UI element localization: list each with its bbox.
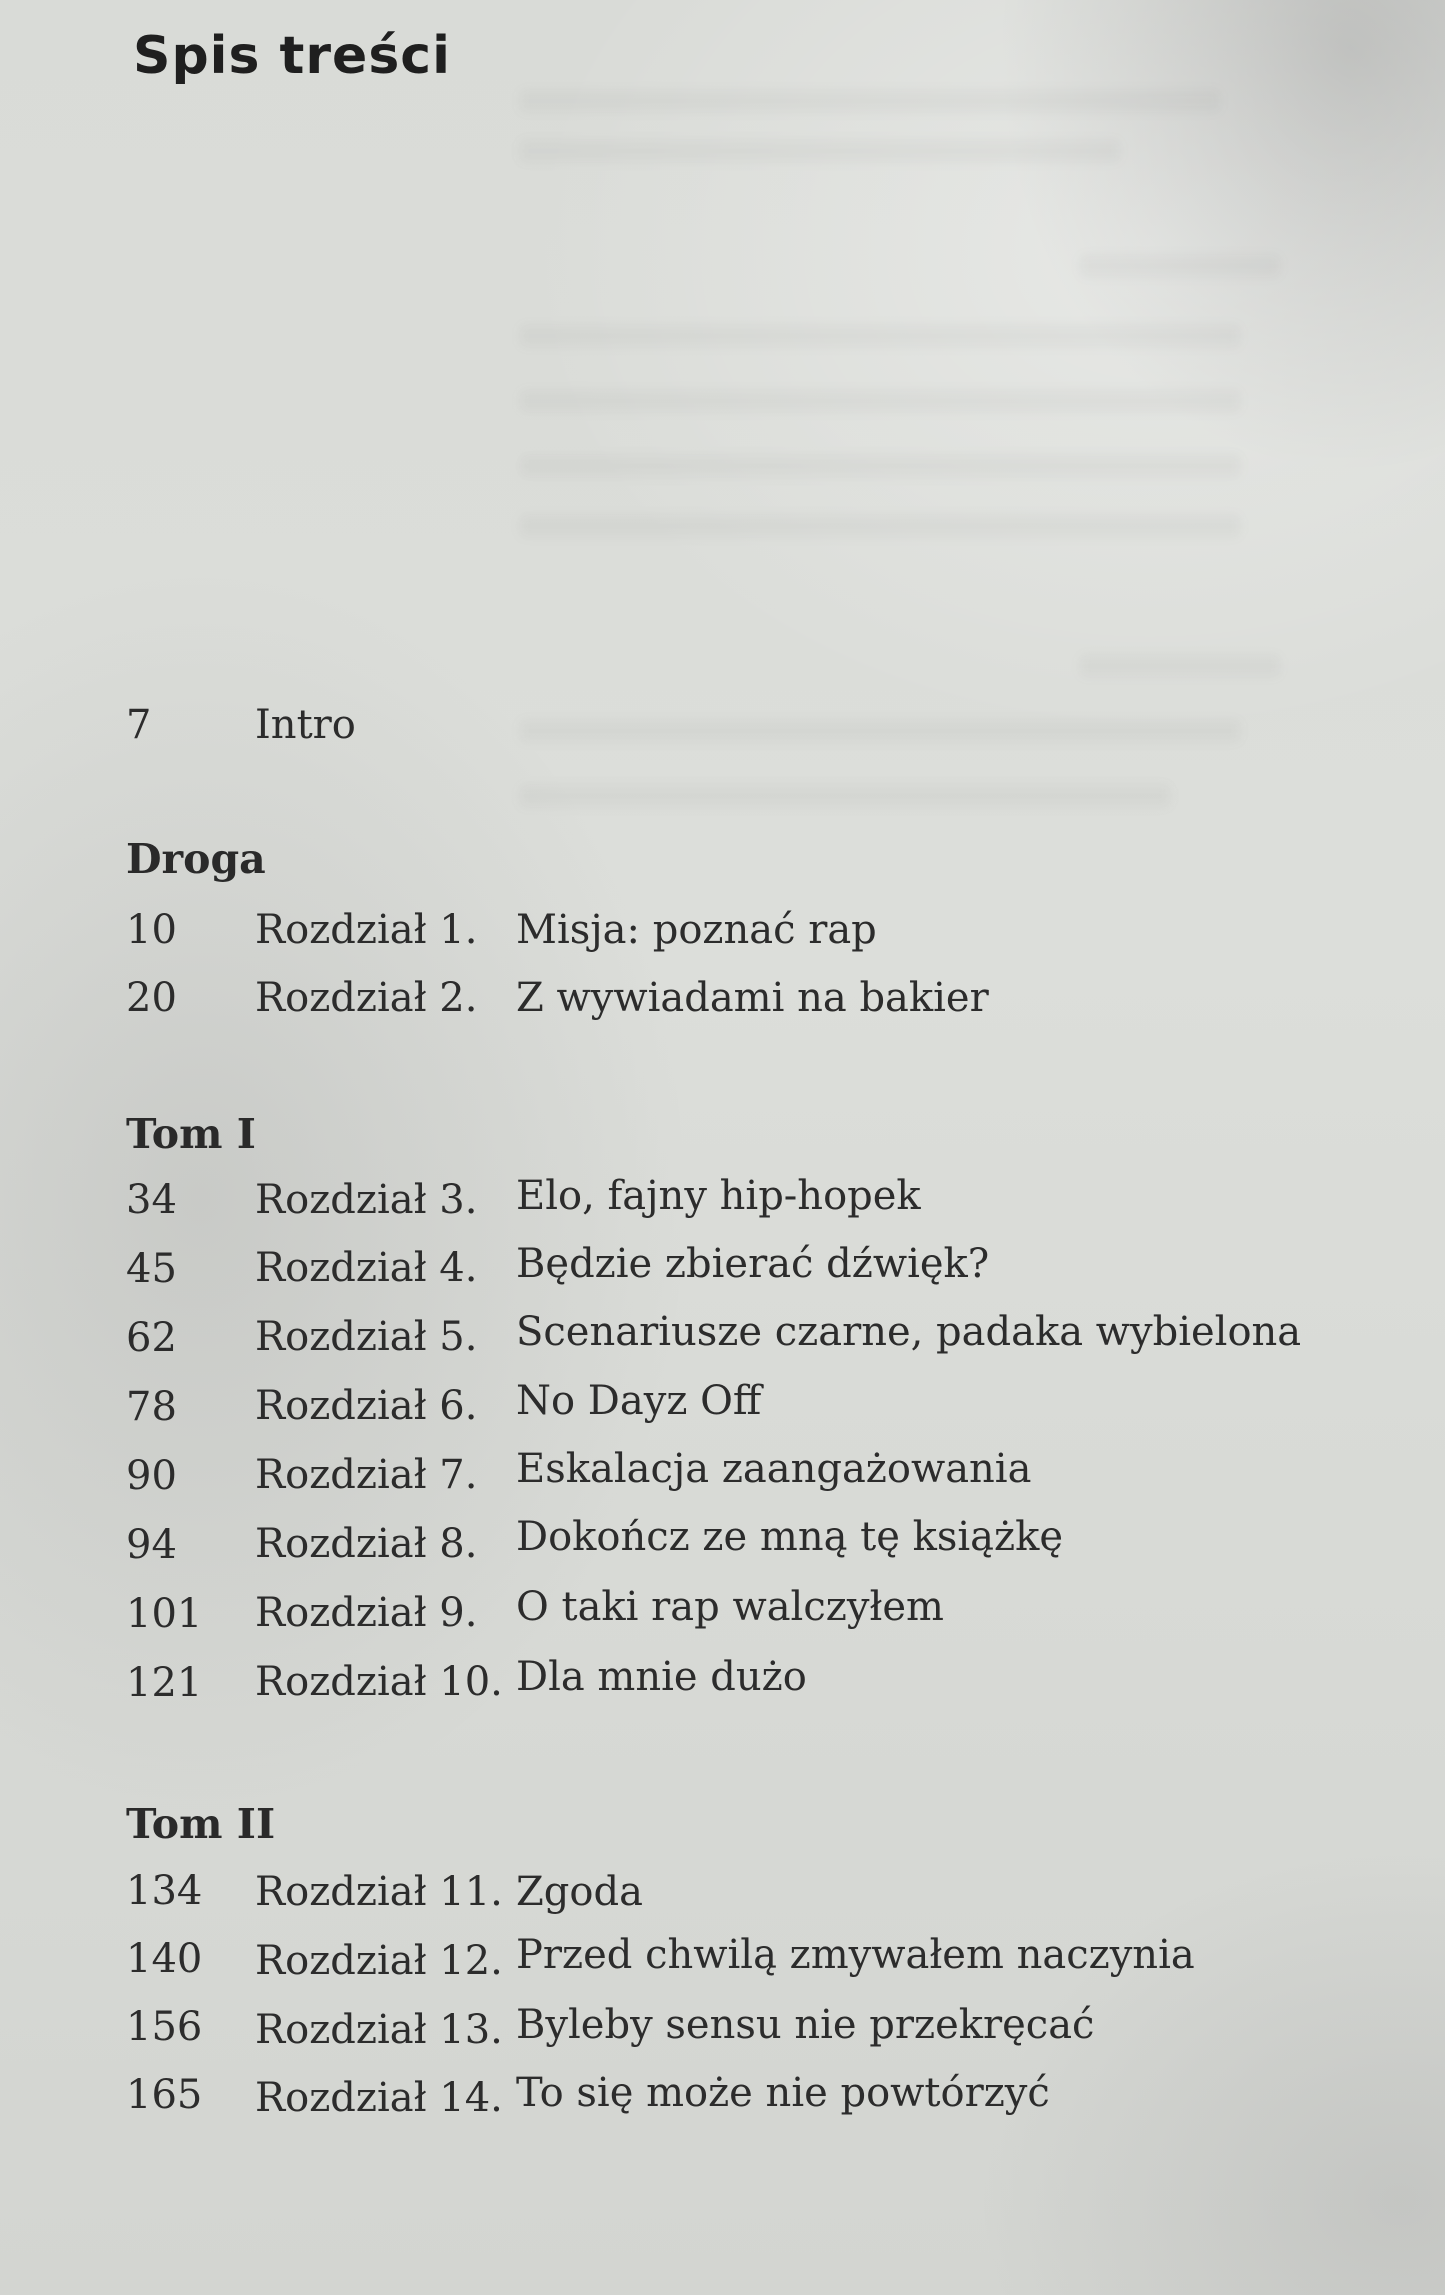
toc-page-number: 45: [126, 1246, 177, 1292]
toc-page-number: 165: [126, 2072, 203, 2118]
section-heading-tom-1: Tom I: [126, 1110, 256, 1158]
toc-chapter-title: Scenariusze czarne, padaka wybielona: [516, 1309, 1302, 1355]
toc-chapter-title: Dla mnie dużo: [516, 1654, 807, 1700]
bleed-through-shadow: [520, 90, 1220, 112]
bleed-through-shadow: [520, 515, 1240, 537]
toc-page-number: 156: [126, 2004, 203, 2050]
toc-chapter-label: Rozdział 8.: [255, 1521, 478, 1567]
toc-page-number: 10: [126, 907, 177, 953]
bleed-through-shadow: [520, 140, 1120, 162]
toc-chapter-title: Z wywiadami na bakier: [516, 975, 989, 1021]
section-heading-tom-2: Tom II: [126, 1800, 276, 1848]
toc-page-number: 34: [126, 1177, 177, 1223]
toc-chapter-label: Rozdział 10.: [255, 1659, 503, 1705]
bleed-through-shadow: [520, 390, 1240, 412]
toc-chapter-title: Dokończ ze mną tę książkę: [516, 1514, 1063, 1560]
toc-page-number: 101: [126, 1591, 203, 1637]
toc-chapter-title: No Dayz Off: [516, 1378, 762, 1424]
bleed-through-shadow: [520, 785, 1170, 807]
toc-page-number: 78: [126, 1384, 177, 1430]
intro-page-number: 7: [126, 702, 152, 748]
toc-chapter-label: Rozdział 9.: [255, 1590, 478, 1636]
toc-chapter-title: Elo, fajny hip-hopek: [516, 1173, 921, 1219]
toc-chapter-label: Rozdział 1.: [255, 907, 478, 953]
intro-title: Intro: [255, 702, 356, 748]
bleed-through-shadow: [520, 325, 1240, 347]
toc-page-number: 121: [126, 1660, 203, 1706]
toc-chapter-title: Misja: poznać rap: [516, 907, 877, 953]
toc-chapter-label: Rozdział 11.: [255, 1869, 503, 1915]
toc-chapter-label: Rozdział 12.: [255, 1938, 503, 1984]
toc-page-number: 20: [126, 975, 177, 1021]
toc-chapter-title: Byleby sensu nie przekręcać: [516, 2002, 1095, 2048]
toc-chapter-title: O taki rap walczyłem: [516, 1584, 944, 1630]
toc-page-number: 94: [126, 1522, 177, 1568]
toc-chapter-label: Rozdział 5.: [255, 1314, 478, 1360]
toc-page-number: 62: [126, 1315, 177, 1361]
toc-chapter-label: Rozdział 7.: [255, 1452, 478, 1498]
toc-chapter-title: Przed chwilą zmywałem naczynia: [516, 1932, 1195, 1978]
toc-chapter-label: Rozdział 4.: [255, 1245, 478, 1291]
toc-chapter-title: Zgoda: [516, 1869, 643, 1915]
toc-chapter-label: Rozdział 14.: [255, 2075, 503, 2121]
toc-page-number: 134: [126, 1868, 203, 1914]
toc-chapter-title: To się może nie powtórzyć: [516, 2070, 1050, 2116]
toc-chapter-label: Rozdział 2.: [255, 975, 478, 1021]
toc-chapter-title: Będzie zbierać dźwięk?: [516, 1241, 990, 1287]
toc-chapter-title: Eskalacja zaangażowania: [516, 1446, 1032, 1492]
toc-chapter-label: Rozdział 13.: [255, 2007, 503, 2053]
toc-chapter-label: Rozdział 6.: [255, 1383, 478, 1429]
bleed-through-shadow: [1080, 255, 1280, 277]
section-heading-droga: Droga: [126, 835, 266, 883]
toc-chapter-label: Rozdział 3.: [255, 1177, 478, 1223]
bleed-through-shadow: [1080, 655, 1280, 677]
toc-page-number: 90: [126, 1453, 177, 1499]
page-title: Spis treści: [133, 26, 451, 86]
bleed-through-shadow: [520, 720, 1240, 742]
bleed-through-shadow: [520, 455, 1240, 477]
toc-page-number: 140: [126, 1936, 203, 1982]
